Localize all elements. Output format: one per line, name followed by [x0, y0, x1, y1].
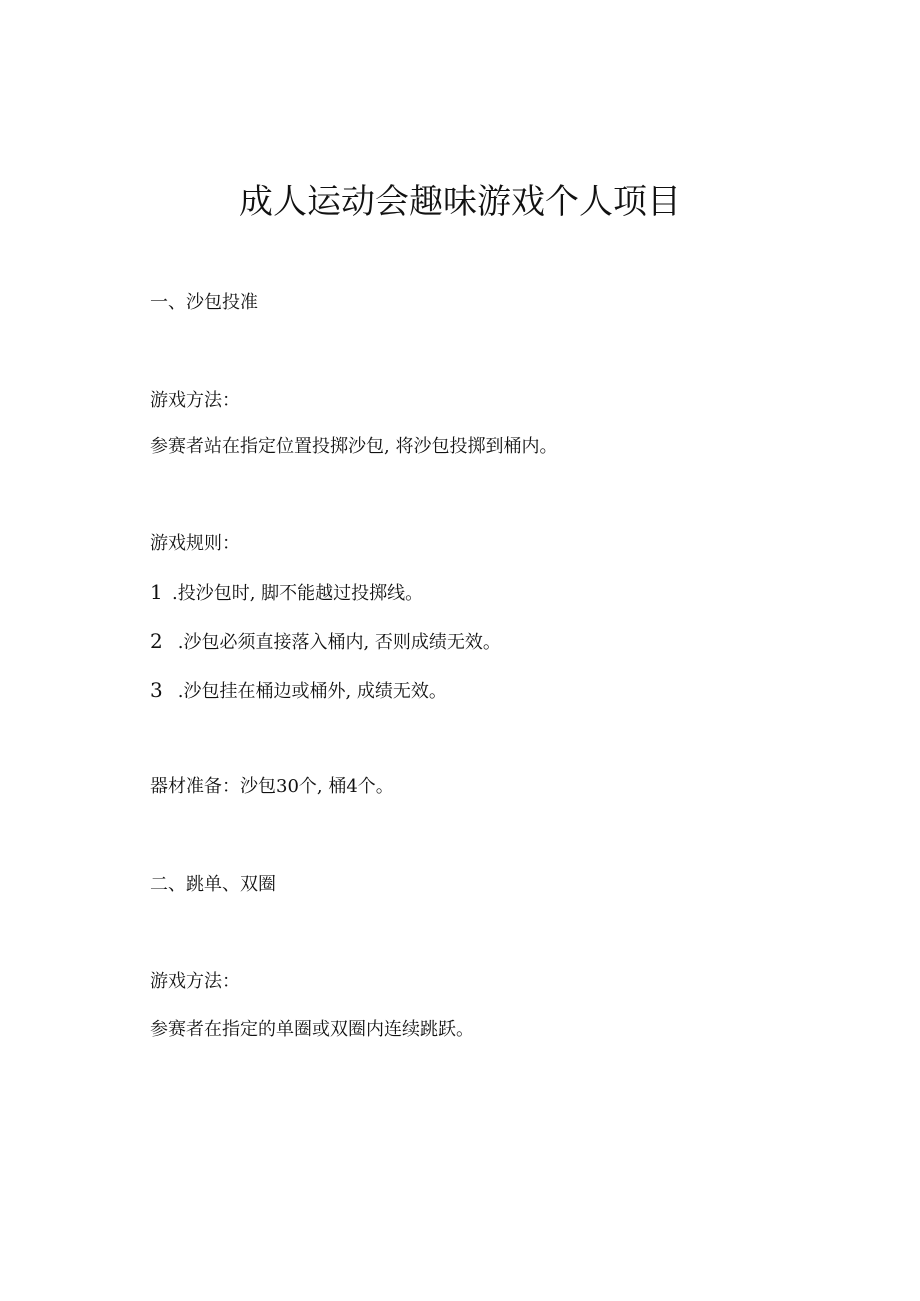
section-2-heading: 二、跳单、双圈 [150, 874, 276, 895]
rule-number: 2 [150, 629, 163, 653]
section-2-method-text: 参赛者在指定的单圈或双圈内连续跳跃。 [150, 1019, 474, 1040]
rule-text: .沙包必须直接落入桶内, 否则成绩无效。 [172, 632, 501, 653]
section-1-equipment: 器材准备：沙包30个, 桶4个。 [150, 776, 394, 797]
rule-text: .沙包挂在桶边或桶外, 成绩无效。 [172, 681, 447, 702]
section-1-method-label: 游戏方法： [150, 390, 240, 411]
section-1-rules-label: 游戏规则： [150, 533, 240, 554]
section-1-heading: 一、沙包投准 [150, 292, 258, 313]
rule-item-3 [150, 676, 447, 706]
rule-number: 1 [150, 580, 163, 604]
rule-text: .投沙包时, 脚不能越过投掷线。 [172, 583, 424, 604]
document-title: 成人运动会趣味游戏个人项目 [239, 182, 681, 222]
section-1-method-text: 参赛者站在指定位置投掷沙包, 将沙包投掷到桶内。 [150, 436, 558, 457]
rule-item-1 [150, 578, 423, 608]
rule-item-2 [150, 627, 501, 657]
rule-number: 3 [150, 678, 163, 702]
section-2-method-label: 游戏方法： [150, 971, 240, 992]
